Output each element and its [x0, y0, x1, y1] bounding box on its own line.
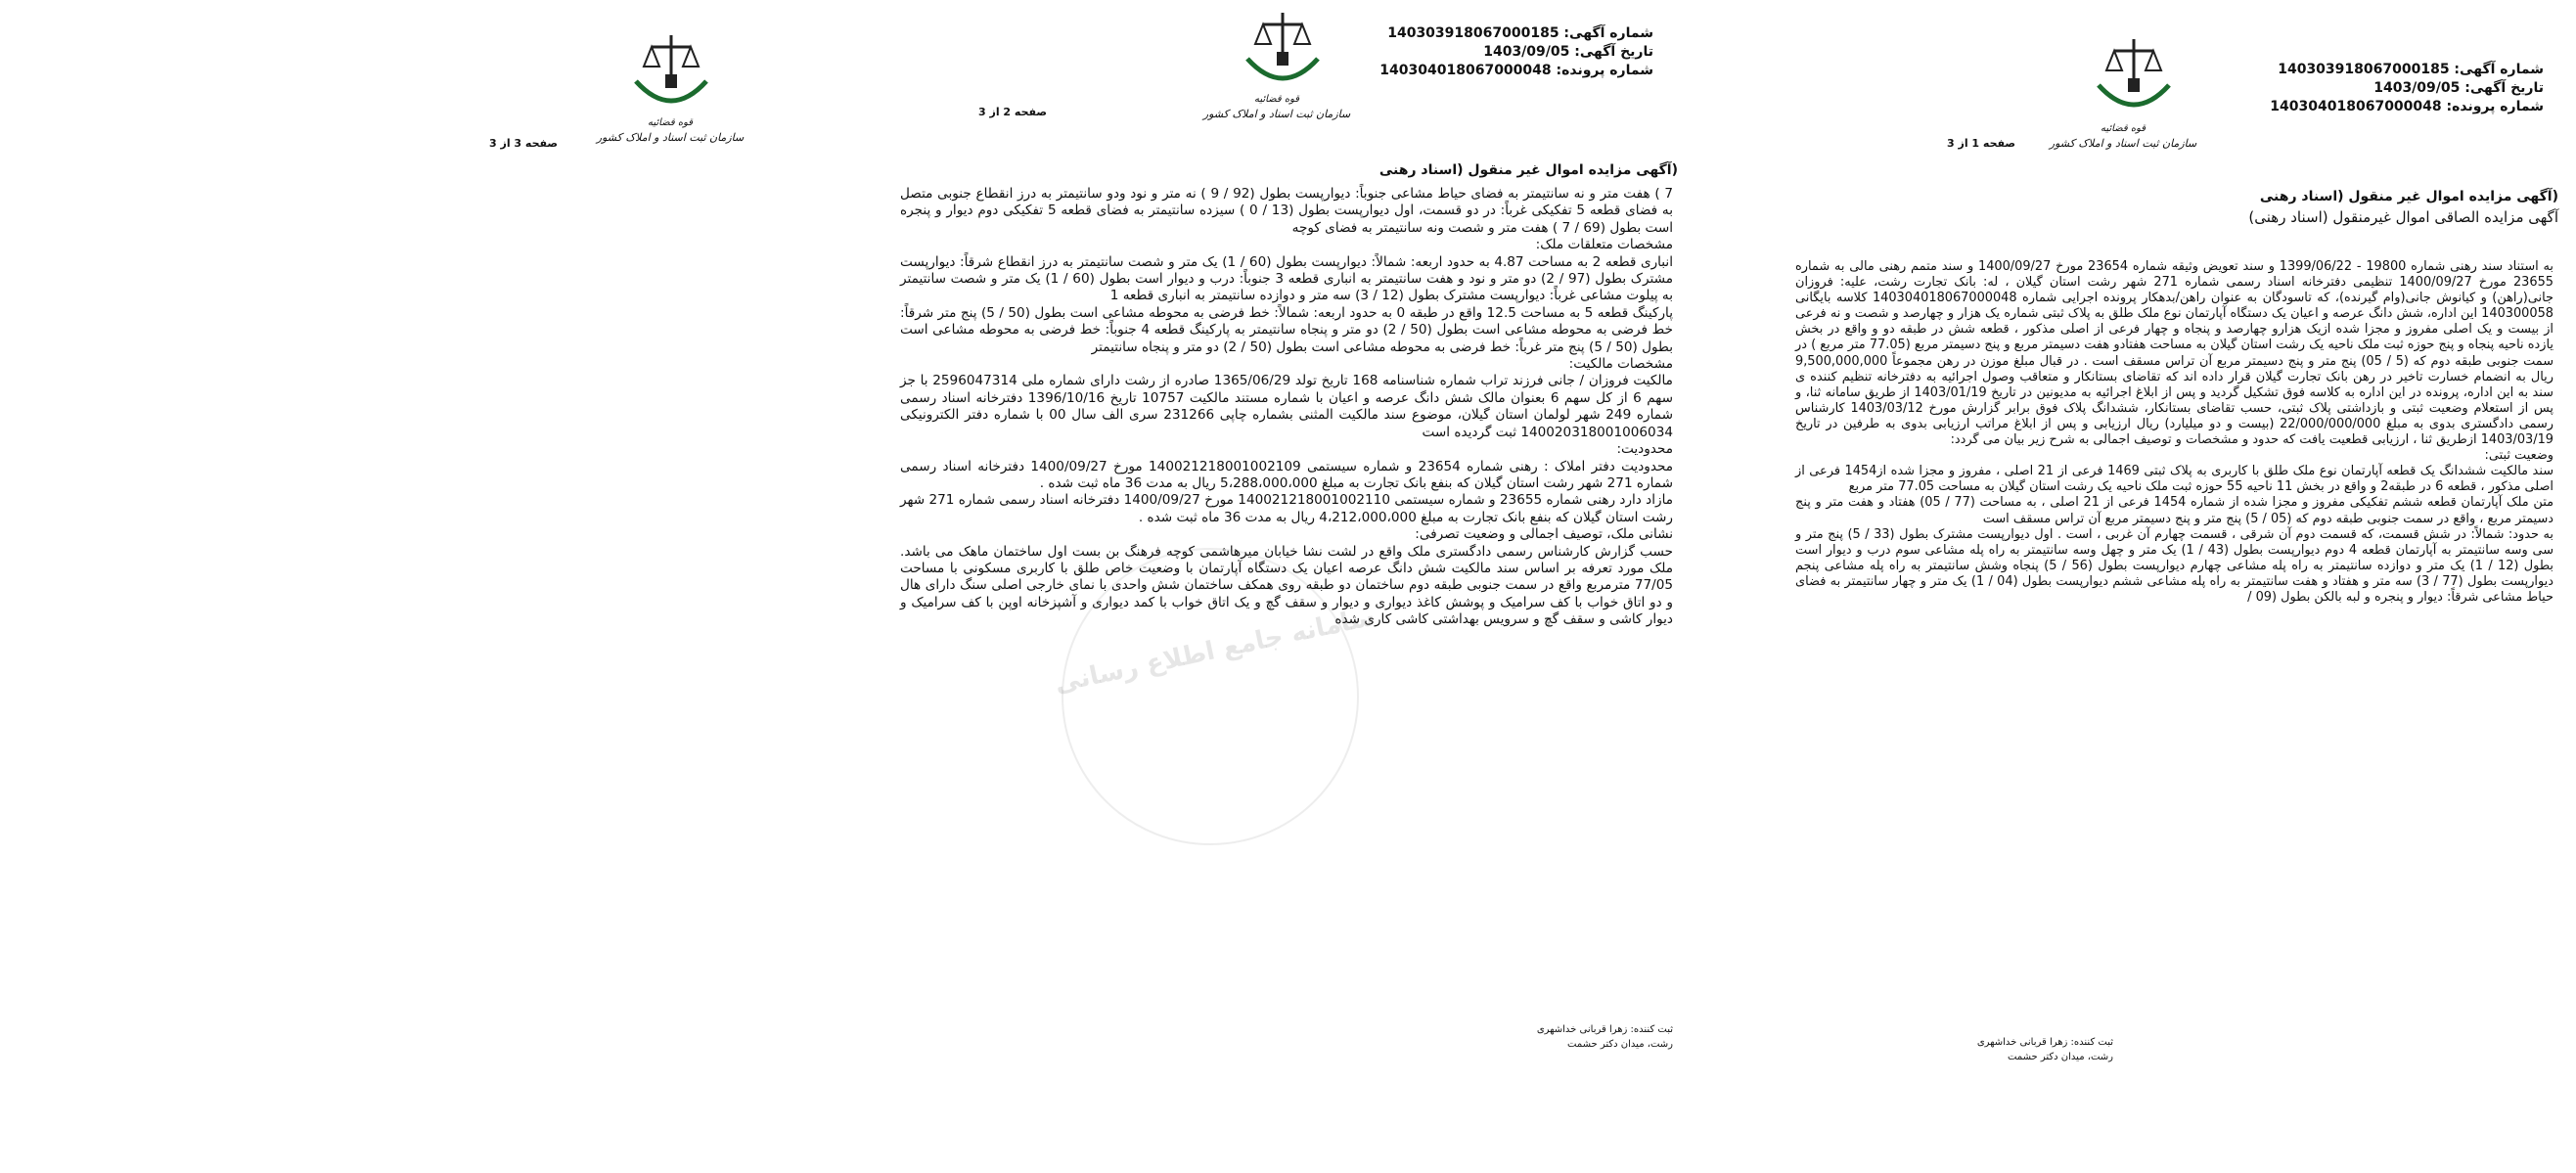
notice-page-2 — [885, 0, 1688, 1173]
registrar-block — [1977, 1035, 2113, 1064]
file-number: شماره پرونده: 140304018067000048 — [1379, 63, 1653, 78]
file-number: شماره پرونده: 140304018067000048 — [2270, 99, 2544, 114]
ad-subtitle: آگهی مزایده الصاقی اموال غیرمنقول (اسناد رهنی) — [2248, 208, 2558, 226]
judiciary-emblem-icon — [1238, 5, 1328, 103]
ad-date: تاریخ آگهی: 1403/09/05 — [2373, 80, 2544, 96]
registrar-label: ثبت کننده: — [1630, 1024, 1673, 1035]
judiciary-label: قوه قضائیه — [2100, 123, 2147, 134]
registrar-block — [1537, 1022, 1673, 1052]
ad-number: شماره آگهی: 140303918067000185 — [1387, 25, 1653, 41]
watermark-text: سامانه جامع اطلاع رسانی — [1052, 602, 1378, 699]
registrar-office: رشت، میدان دکتر حشمت — [1567, 1039, 1673, 1050]
watermark-stamp — [1062, 548, 1359, 845]
org-name: سازمان ثبت اسناد و املاک کشور — [596, 131, 745, 144]
ad-meta-block — [1379, 24, 1653, 80]
registrar-name: زهرا قربانی خداشهری — [1976, 1037, 2068, 1048]
registrar-label: ثبت کننده: — [2070, 1037, 2113, 1048]
page-number: صفحه 1 از 3 — [1947, 137, 2016, 150]
judiciary-label: قوه قضائیه — [647, 117, 694, 128]
notice-page-1 — [1771, 0, 2573, 1173]
judiciary-label: قوه قضائیه — [1253, 94, 1300, 105]
page-number: صفحه 2 از 3 — [978, 106, 1048, 118]
registrar-name: زهرا قربانی خداشهری — [1536, 1024, 1628, 1035]
ad-date: تاریخ آگهی: 1403/09/05 — [1483, 44, 1653, 60]
registrar-office: رشت، میدان دکتر حشمت — [2008, 1052, 2113, 1062]
notice-page-3-visible — [0, 0, 881, 1173]
page-number: صفحه 3 از 3 — [489, 137, 559, 150]
org-name: سازمان ثبت اسناد و املاک کشور — [2049, 137, 2197, 150]
ad-meta-block — [2270, 61, 2544, 116]
notice-body: 7 ) هفت متر و نه سانتیمتر به فضای حیاط مشاعی جنوباً: دیوارپست بطول (92 / 9 ) نه متر و نود ودو سانتیمتر به درز انقطاع جنوبی متصل به فضای قطعه 5 تفکیکی غرباً: در دو قسمت، اول دیوارپست بطول (13 / 0 ) سیزده سانتیمتر به فضای قطعه 5 تفکیکی دوم دیوار و پنجره است بطول (69 / 7 ) هفت متر و شصت ونه سانتیمتر به فضای کوچه مشخصات متعلقات ملک: انباری قطعه 2 به مساحت 4.87 به حدود اربعه: شمالاً: دیوارپست بطول (60 / 1) یک متر و شصت سانتیمتر به درز انقطاع شرقاً: دیوارپست مشترک بطول (97 / 2) دو متر و نود و هفت سانتیمتر به انباری قطعه 3 جنوباً: درب و دیوار است بطول (60 / 1) یک متر و شصت سانتیمتر به پیلوت مشاعی غرباً: دیوارپست مشترک بطول (12 / 3) سه متر و دوازده سانتیمتر به انباری قطعه 1 پارکینگ قطعه 5 به مساحت 12.5 واقع در طبقه 0 به حدود اربعه: شمالاً: خط فرضی به محوطه مشاعی است بطول (50 / 5) پنج متر شرقاً: خط فرضی به محوطه مشاعی است بطول (50 / 2) دو متر و پنجاه سانتیمتر به پارکینگ قطعه 4 جنوباً: خط فرضی به محوطه مشاعی است بطول (50 / 5) پنج متر غرباً: خط فرضی به محوطه مشاعی است بطول (50 / 2) دو متر و پنجاه سانتیمتر مشخصات مالکیت: مالکیت فروزان / جانی فرزند تراب شماره شناسنامه 168 تاریخ تولد 1365/06/29 صادره از رشت دارای شماره ملی 2596047314 با جز سهم 6 از کل سهم 6 بعنوان مالک شش دانگ عرصه و اعیان با شماره مستند مالکیت 10757 تاریخ 1396/10/16 دفترخانه اسناد رسمی شماره 249 شهر لولمان استان گیلان، موضوع سند مالکیت المثنی بشماره چاپی 231266 سری الف سال 00 با شماره دفتر الکترونیکی 140020318001006034 ثبت گردیده است محدودیت: محدودیت دفتر املاک : رهنی شماره 23654 و شماره سیستمی 140021218001002109 مورخ 1400/09/27 دفترخانه اسناد رسمی شماره 271 شهر رشت استان گیلان که بنفع بانک تجارت به مبلغ 5،288،000،000 ریال به مدت 36 ماه ثبت شده . مازاد دارد رهنی شماره 23655 و شماره سیستمی 140021218001002110 مورخ 1400/09/27 دفترخانه اسناد رسمی شماره 271 شهر رشت استان گیلان که بنفع بانک تجارت به مبلغ 4،212،000،000 ریال به مدت 36 ماه ثبت شده . نشانی ملک، توصیف اجمالی و وضعیت تصرفی: حسب گزارش کارشناس رسمی دادگستری ملک واقع در لشت نشا خیابان میرهاشمی کوچه فرهنگ بن بست اول ساختمان ماهک می باشد. ملک مورد تعرفه بر اساس سند مالکیت شش دانگ عرصه اعیان یک دستگاه آپارتمان با وضعیت خاص طلق با کاربری مسکونی با مساحت 77/05 مترمربع واقع در سمت جنوبی طبقه دوم ساختمان دو طبقه روی همکف ساختمان شش واحدی با نمای خارجی اصلی سنگ دارای هال و دو اتاق خواب با کف سرامیک و پوشش کاغذ دیواری و دیوار و سقف گچ و یک اتاق خواب با کمد دیواری و آشپزخانه اوپن با کف سرامیک و دیوار کاشی و سقف گچ و سرویس بهداشتی کاشی کاری شده — [900, 186, 1674, 628]
ad-title: (آگهی مزایده اموال غیر منقول (اسناد رهنی — [1378, 162, 1678, 178]
notice-body: به استناد سند رهنی شماره 19800 - 1399/06/22 و سند تعویض وثیقه شماره 23654 مورخ 1400/09/27 و سند متمم رهنی مالی به شماره 23655 مورخ 1400/09/27 تنظیمی دفترخانه اسناد رسمی شماره 271 شهر رشت استان گیلان ، له: بانک تجارت رشت، علیه: فروزان جانی(راهن) و کیانوش جانی(وام گیرنده)، که تاسودگان به عنوان راهن/بدهکار پرونده اجرایی شماره 140304018067000048 کلاسه بایگانی 140300058 این اداره، شش دانگ عرصه و اعیان یک دستگاه آپارتمان نوع ملک طلق به پلاک ثبتی شماره یک هزار و چهارصد و شصت و نه فرعی از بیست و یک اصلی مفروز و مجزا شده ازیک هزارو چهارصد و پنجاه و چهار فرعی از اصلی مذکور ، قطعه شش در طبقه دو و واقع در بخش یازده ناحیه پنجاه و پنج حوزه ثبت ملک ناحیه یک رشت استان گیلان به مساحت هفتادو هفت دسیمتر مربع و پنج دسیمتر مربع (77.05 متر مربع ) در سمت جنوبی طبقه دوم که (5 / 05) پنج متر و پنج دسیمتر مربع آن تراس مسقف است . در قبال مبلغ موزن در رهن مجموعاً 9,500,000,000 ریال به انضمام خسارت تاخیر در رهن بانک تجارت گیلان قرار داده اند که تقاضای بستانکار و متعاقب وصول اجرائیه به دفترخانه تنظیم کننده ی سند به این اداره، پرونده در این اداره به کلاسه فوق تشکیل گردید و پس از ابلاغ اجرائیه به مدیونین در تاریخ 1403/01/19 از طریق سامانه ثنا، و پس از استعلام وضعیت ثبتی و بازداشتی پلاک ثبتی، حسب تقاضای بستانکار، ششدانگ پلاک فوق برابر گزارش مورخ 1403/03/12 کارشناس رسمی دادگستری بدوی به مبلغ 22/000/000/000 (بیست و دو میلیارد) ریال ارزیابی و پس از ابلاغ مراتب ارزیابی بدوی به طرفین در تاریخ 1403/03/19 ازطریق ثنا ، ارزیابی قطعیت یافت که حدود و مشخصات و توصیف اجمالی به شرح زیر بیان می گردد: وضعیت ثبتی: سند مالکیت ششدانگ یک قطعه آپارتمان نوع ملک طلق با کاربری به پلاک ثبتی 1469 فرعی از 21 اصلی ، مفروز و مجزا شده از1454 فرعی از اصلی مذکور ، قطعه 6 در طبقه2 و واقع در بخش 11 ناحیه 55 حوزه ثبت ملک ناحیه یک رشت استان گیلان به مساحت 77.05 متر مربع متن ملک آپارتمان قطعه ششم تفکیکی مفروز و مجزا شده از شماره 1454 فرعی از 21 اصلی ، به مساحت (77 / 05) هفتاد و هفت متر و پنج دسیمتر مربع ، واقع در سمت جنوبی طبقه دوم که (05 / 5) پنج متر و پنج دسیمتر مربع آن تراس مسقف است به حدود: شمالاً: در شش قسمت، که قسمت دوم آن شرقی ، قسمت چهارم آن غربی ، است . اول دیوارپست مشترک بطول (33 / 5) پنج متر و سی وسه سانتیمتر به آپارتمان قطعه 4 دوم دیوارپست بطول (43 / 1) یک متر و چهل وسه سانتیمتر به راه پله مشاعی سوم درب و دیوار است بطول (12 / 1) یک متر و دوازده سانتیمتر به راه پله مشاعی چهارم دیوارپست بطول (56 / 5) پنجاه وشش سانتیمتر به راه پله مشاعی پنجم دیوارپست بطول (77 / 3) سه متر و هفتاد و هفت سانتیمتر به راه پله مشاعی ششم دیوارپست بطول (04 / 1) یک متر و چهار سانتیمتر به فضای حیاط مشاعی شرقاً: دیوار و پنجره و لبه بالکن بطول (09 / — [1795, 259, 2554, 605]
ad-title: (آگهی مزایده اموال غیر منقول (اسناد رهنی — [2259, 189, 2558, 204]
judiciary-emblem-icon — [2089, 31, 2179, 129]
ad-number: شماره آگهی: 140303918067000185 — [2278, 62, 2544, 77]
org-name: سازمان ثبت اسناد و املاک کشور — [1202, 108, 1351, 120]
